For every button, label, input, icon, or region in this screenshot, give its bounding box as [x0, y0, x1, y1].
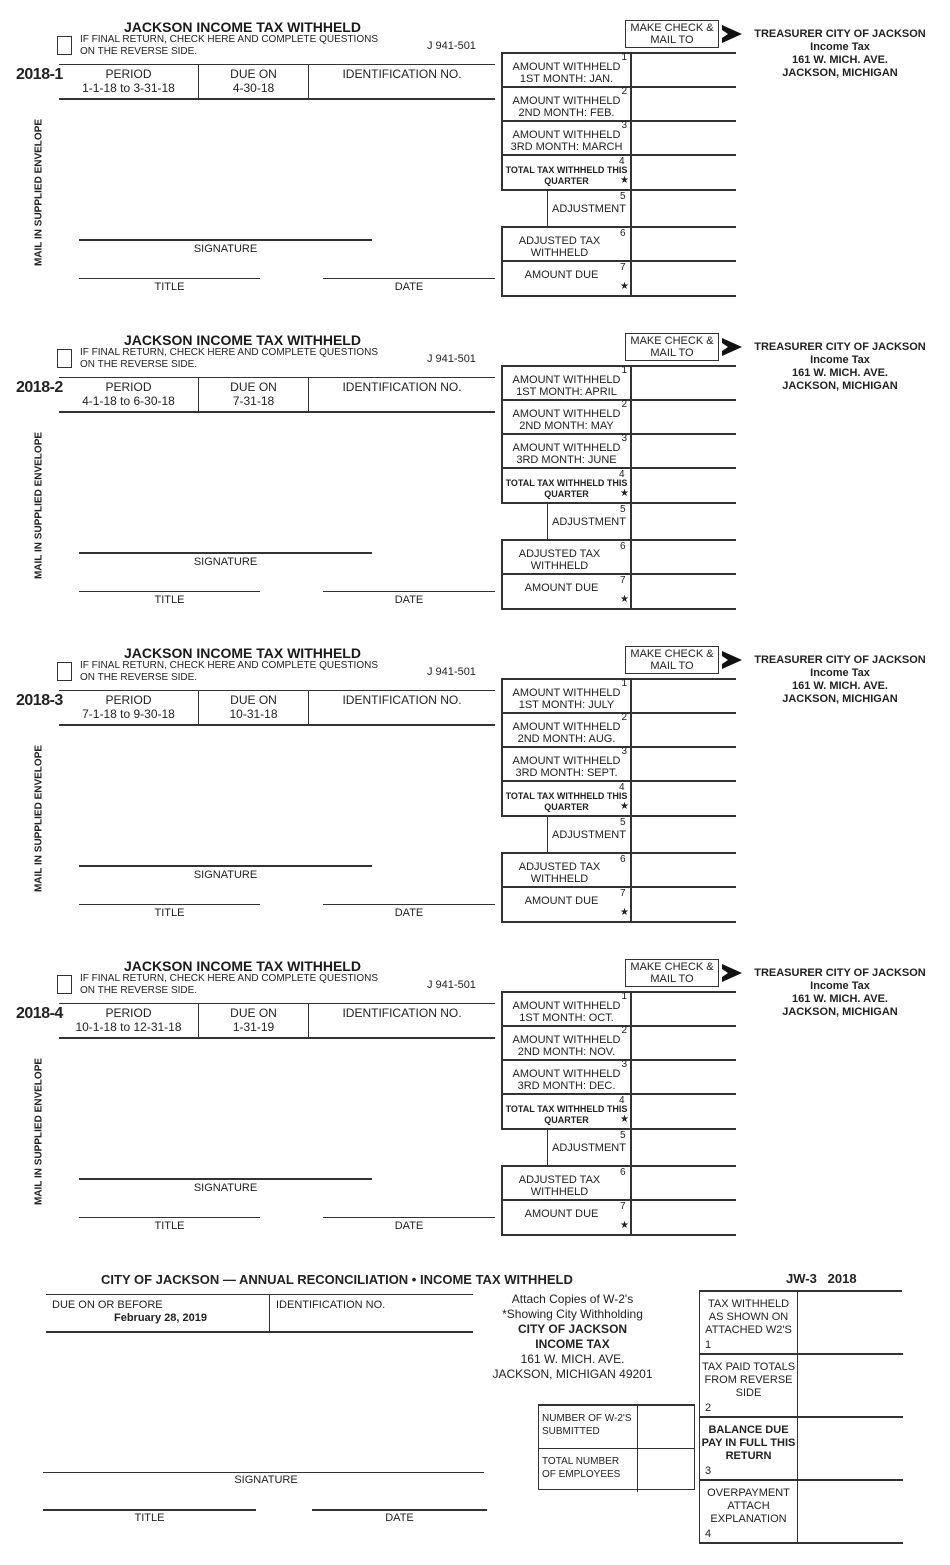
annual-due-date: February 28, 2019 — [114, 1312, 207, 1324]
date-label: DATE — [394, 907, 424, 919]
annual-reconciliation — [0, 1260, 950, 1560]
tax-lines — [501, 52, 736, 298]
mail-note: MAIL IN SUPPLIED ENVELOPE — [33, 118, 45, 267]
line-4-total-withheld[interactable]: TOTAL TAX WITHHELD THIS QUARTER 4 ★ — [501, 156, 736, 191]
period-header — [59, 377, 495, 413]
signature-label: SIGNATURE — [193, 243, 258, 255]
make-check-box: MAKE CHECK & MAIL TO — [625, 333, 719, 361]
line-1-amount-withheld[interactable]: AMOUNT WITHHELD 1ST MONTH: JULY 1 — [501, 678, 736, 714]
final-return-text: IF FINAL RETURN, CHECK HERE AND COMPLETE QUESTIONS ON THE REVERSE SIDE. — [80, 34, 379, 57]
identification-field[interactable]: IDENTIFICATION NO. — [342, 380, 462, 394]
quarter-label: 2018-3 — [16, 692, 63, 709]
due-on-field: DUE ON 7-31-18 — [199, 378, 309, 412]
mail-note: MAIL IN SUPPLIED ENVELOPE — [33, 744, 45, 893]
treasurer-address: TREASURER CITY OF JACKSON Income Tax 161 W. MICH. AVE. JACKSON, MICHIGAN — [754, 654, 926, 705]
annual-line-1[interactable]: TAX WITHHELD AS SHOWN ON ATTACHED W2'S 1 — [700, 1292, 903, 1355]
quarter-label: 2018-4 — [16, 1005, 63, 1022]
title-label: TITLE — [154, 594, 185, 606]
date-label: DATE — [394, 281, 424, 293]
line-1-amount-withheld[interactable]: AMOUNT WITHHELD 1ST MONTH: OCT. 1 — [501, 991, 736, 1027]
due-on-field: DUE ON 4-30-18 — [199, 65, 309, 99]
title-label: TITLE — [154, 907, 185, 919]
mail-note: MAIL IN SUPPLIED ENVELOPE — [33, 1057, 45, 1206]
quarterly-coupon-4 — [0, 939, 950, 1252]
treasurer-address: TREASURER CITY OF JACKSON Income Tax 161 W. MICH. AVE. JACKSON, MICHIGAN — [754, 967, 926, 1018]
line-2-amount-withheld[interactable]: AMOUNT WITHHELD 2ND MONTH: NOV. 2 — [501, 1027, 736, 1061]
identification-field[interactable]: IDENTIFICATION NO. — [342, 67, 462, 81]
period-field: PERIOD 10-1-18 to 12-31-18 — [59, 1004, 199, 1038]
tax-lines — [501, 678, 736, 924]
title-line[interactable] — [79, 904, 260, 905]
final-return-checkbox[interactable] — [57, 349, 72, 368]
annual-line-2[interactable]: TAX PAID TOTALS FROM REVERSE SIDE 2 — [700, 1355, 903, 1418]
signature-label: SIGNATURE — [193, 1182, 258, 1194]
total-employees-field[interactable]: TOTAL NUMBER OF EMPLOYEES — [539, 1449, 694, 1492]
quarter-label: 2018-2 — [16, 379, 63, 396]
due-on-field: DUE ON 10-31-18 — [199, 691, 309, 725]
make-check-box: MAKE CHECK & MAIL TO — [625, 20, 719, 48]
date-label: DATE — [394, 1220, 424, 1232]
coupon-title: JACKSON INCOME TAX WITHHELD — [124, 332, 361, 348]
signature-line[interactable] — [79, 239, 372, 241]
annual-title: CITY OF JACKSON — ANNUAL RECONCILIATION • INCOME TAX WITHHELD — [101, 1272, 573, 1287]
identification-field[interactable]: IDENTIFICATION NO. — [342, 693, 462, 707]
line-5-adjustment[interactable]: ADJUSTMENT 5 — [501, 817, 736, 852]
period-field: PERIOD 4-1-18 to 6-30-18 — [59, 378, 199, 412]
tax-lines — [501, 365, 736, 611]
quarterly-coupon-2 — [0, 313, 950, 626]
line-7-amount-due[interactable]: AMOUNT DUE 7 ★ — [501, 575, 736, 610]
period-field: PERIOD 1-1-18 to 3-31-18 — [59, 65, 199, 99]
title-line[interactable] — [79, 278, 260, 279]
final-return-text: IF FINAL RETURN, CHECK HERE AND COMPLETE QUESTIONS ON THE REVERSE SIDE. — [80, 347, 379, 370]
annual-totals — [699, 1290, 902, 1544]
period-header — [59, 1003, 495, 1039]
annual-due-field: DUE ON OR BEFORE February 28, 2019 — [46, 1295, 270, 1332]
line-2-amount-withheld[interactable]: AMOUNT WITHHELD 2ND MONTH: AUG. 2 — [501, 714, 736, 748]
line-3-amount-withheld[interactable]: AMOUNT WITHHELD 3RD MONTH: SEPT. 3 — [501, 748, 736, 782]
line-4-total-withheld[interactable]: TOTAL TAX WITHHELD THIS QUARTER 4 ★ — [501, 1095, 736, 1130]
line-2-amount-withheld[interactable]: AMOUNT WITHHELD 2ND MONTH: MAY 2 — [501, 401, 736, 435]
signature-line[interactable] — [79, 552, 372, 554]
line-5-adjustment[interactable]: ADJUSTMENT 5 — [501, 191, 736, 226]
line-2-amount-withheld[interactable]: AMOUNT WITHHELD 2ND MONTH: FEB. 2 — [501, 88, 736, 122]
annual-date-line[interactable] — [312, 1509, 487, 1511]
line-1-amount-withheld[interactable]: AMOUNT WITHHELD 1ST MONTH: APRIL 1 — [501, 365, 736, 401]
coupon-title: JACKSON INCOME TAX WITHHELD — [124, 645, 361, 661]
annual-line-4[interactable]: OVERPAYMENT ATTACH EXPLANATION 4 — [700, 1481, 903, 1544]
annual-due-box — [46, 1294, 473, 1333]
line-5-adjustment[interactable]: ADJUSTMENT 5 — [501, 1130, 736, 1165]
annual-signature-line[interactable] — [43, 1472, 484, 1473]
make-check-box: MAKE CHECK & MAIL TO — [625, 959, 719, 987]
annual-title-line[interactable] — [43, 1509, 256, 1511]
title-line[interactable] — [79, 591, 260, 592]
attach-instructions: Attach Copies of W-2's *Showing City Withholding CITY OF JACKSON INCOME TAX 161 W. MICH. AVE. JACKSON, MICHIGAN 49201 — [492, 1292, 653, 1381]
due-on-field: DUE ON 1-31-19 — [199, 1004, 309, 1038]
make-check-box: MAKE CHECK & MAIL TO — [625, 646, 719, 674]
mail-note: MAIL IN SUPPLIED ENVELOPE — [33, 431, 45, 580]
form-number: J 941-501 — [427, 353, 476, 365]
period-field: PERIOD 7-1-18 to 9-30-18 — [59, 691, 199, 725]
final-return-text: IF FINAL RETURN, CHECK HERE AND COMPLETE QUESTIONS ON THE REVERSE SIDE. — [80, 973, 379, 996]
form-number: J 941-501 — [427, 979, 476, 991]
signature-label: SIGNATURE — [193, 556, 258, 568]
title-label: TITLE — [154, 1220, 185, 1232]
line-6-adjusted-tax[interactable]: ADJUSTED TAX WITHHELD 6 — [501, 1165, 736, 1201]
annual-date-label: DATE — [385, 1512, 414, 1524]
line-4-total-withheld[interactable]: TOTAL TAX WITHHELD THIS QUARTER 4 ★ — [501, 469, 736, 504]
tax-lines — [501, 991, 736, 1237]
treasurer-address: TREASURER CITY OF JACKSON Income Tax 161 W. MICH. AVE. JACKSON, MICHIGAN — [754, 28, 926, 79]
treasurer-address: TREASURER CITY OF JACKSON Income Tax 161 W. MICH. AVE. JACKSON, MICHIGAN — [754, 341, 926, 392]
quarterly-coupon-3 — [0, 626, 950, 939]
period-header — [59, 690, 495, 726]
signature-label: SIGNATURE — [193, 869, 258, 881]
final-return-checkbox[interactable] — [57, 36, 72, 55]
annual-title-label: TITLE — [134, 1512, 165, 1524]
title-line[interactable] — [79, 1217, 260, 1218]
line-3-amount-withheld[interactable]: AMOUNT WITHHELD 3RD MONTH: JUNE 3 — [501, 435, 736, 469]
line-7-amount-due[interactable]: AMOUNT DUE 7 ★ — [501, 1201, 736, 1236]
period-header — [59, 64, 495, 100]
final-return-text: IF FINAL RETURN, CHECK HERE AND COMPLETE QUESTIONS ON THE REVERSE SIDE. — [80, 660, 379, 683]
title-label: TITLE — [154, 281, 185, 293]
line-5-adjustment[interactable]: ADJUSTMENT 5 — [501, 504, 736, 539]
date-label: DATE — [394, 594, 424, 606]
final-return-checkbox[interactable] — [57, 662, 72, 681]
annual-form-id: JW-3 2018 — [786, 1271, 857, 1286]
line-3-amount-withheld[interactable]: AMOUNT WITHHELD 3RD MONTH: MARCH 3 — [501, 122, 736, 156]
line-4-total-withheld[interactable]: TOTAL TAX WITHHELD THIS QUARTER 4 ★ — [501, 782, 736, 817]
quarterly-coupon-1 — [0, 0, 950, 313]
date-line[interactable] — [323, 591, 495, 592]
line-6-adjusted-tax[interactable]: ADJUSTED TAX WITHHELD 6 — [501, 539, 736, 575]
form-number: J 941-501 — [427, 666, 476, 678]
coupon-title: JACKSON INCOME TAX WITHHELD — [124, 19, 361, 35]
coupon-title: JACKSON INCOME TAX WITHHELD — [124, 958, 361, 974]
date-line[interactable] — [323, 904, 495, 905]
line-1-amount-withheld[interactable]: AMOUNT WITHHELD 1ST MONTH: JAN. 1 — [501, 52, 736, 88]
quarter-label: 2018-1 — [16, 66, 63, 83]
signature-line[interactable] — [79, 865, 372, 867]
annual-identification-field[interactable]: IDENTIFICATION NO. — [276, 1299, 386, 1311]
signature-line[interactable] — [79, 1178, 372, 1180]
final-return-checkbox[interactable] — [57, 975, 72, 994]
annual-signature-label: SIGNATURE — [234, 1474, 298, 1486]
identification-field[interactable]: IDENTIFICATION NO. — [342, 1006, 462, 1020]
line-7-amount-due[interactable]: AMOUNT DUE 7 ★ — [501, 262, 736, 297]
line-6-adjusted-tax[interactable]: ADJUSTED TAX WITHHELD 6 — [501, 852, 736, 888]
num-w2-field[interactable]: NUMBER OF W-2'S SUBMITTED — [539, 1406, 694, 1449]
form-number: J 941-501 — [427, 40, 476, 52]
employee-count-box — [538, 1404, 695, 1490]
line-7-amount-due[interactable]: AMOUNT DUE 7 ★ — [501, 888, 736, 923]
line-3-amount-withheld[interactable]: AMOUNT WITHHELD 3RD MONTH: DEC. 3 — [501, 1061, 736, 1095]
date-line[interactable] — [323, 278, 495, 279]
line-6-adjusted-tax[interactable]: ADJUSTED TAX WITHHELD 6 — [501, 226, 736, 262]
annual-line-3[interactable]: BALANCE DUE PAY IN FULL THIS RETURN 3 — [700, 1418, 903, 1481]
date-line[interactable] — [323, 1217, 495, 1218]
